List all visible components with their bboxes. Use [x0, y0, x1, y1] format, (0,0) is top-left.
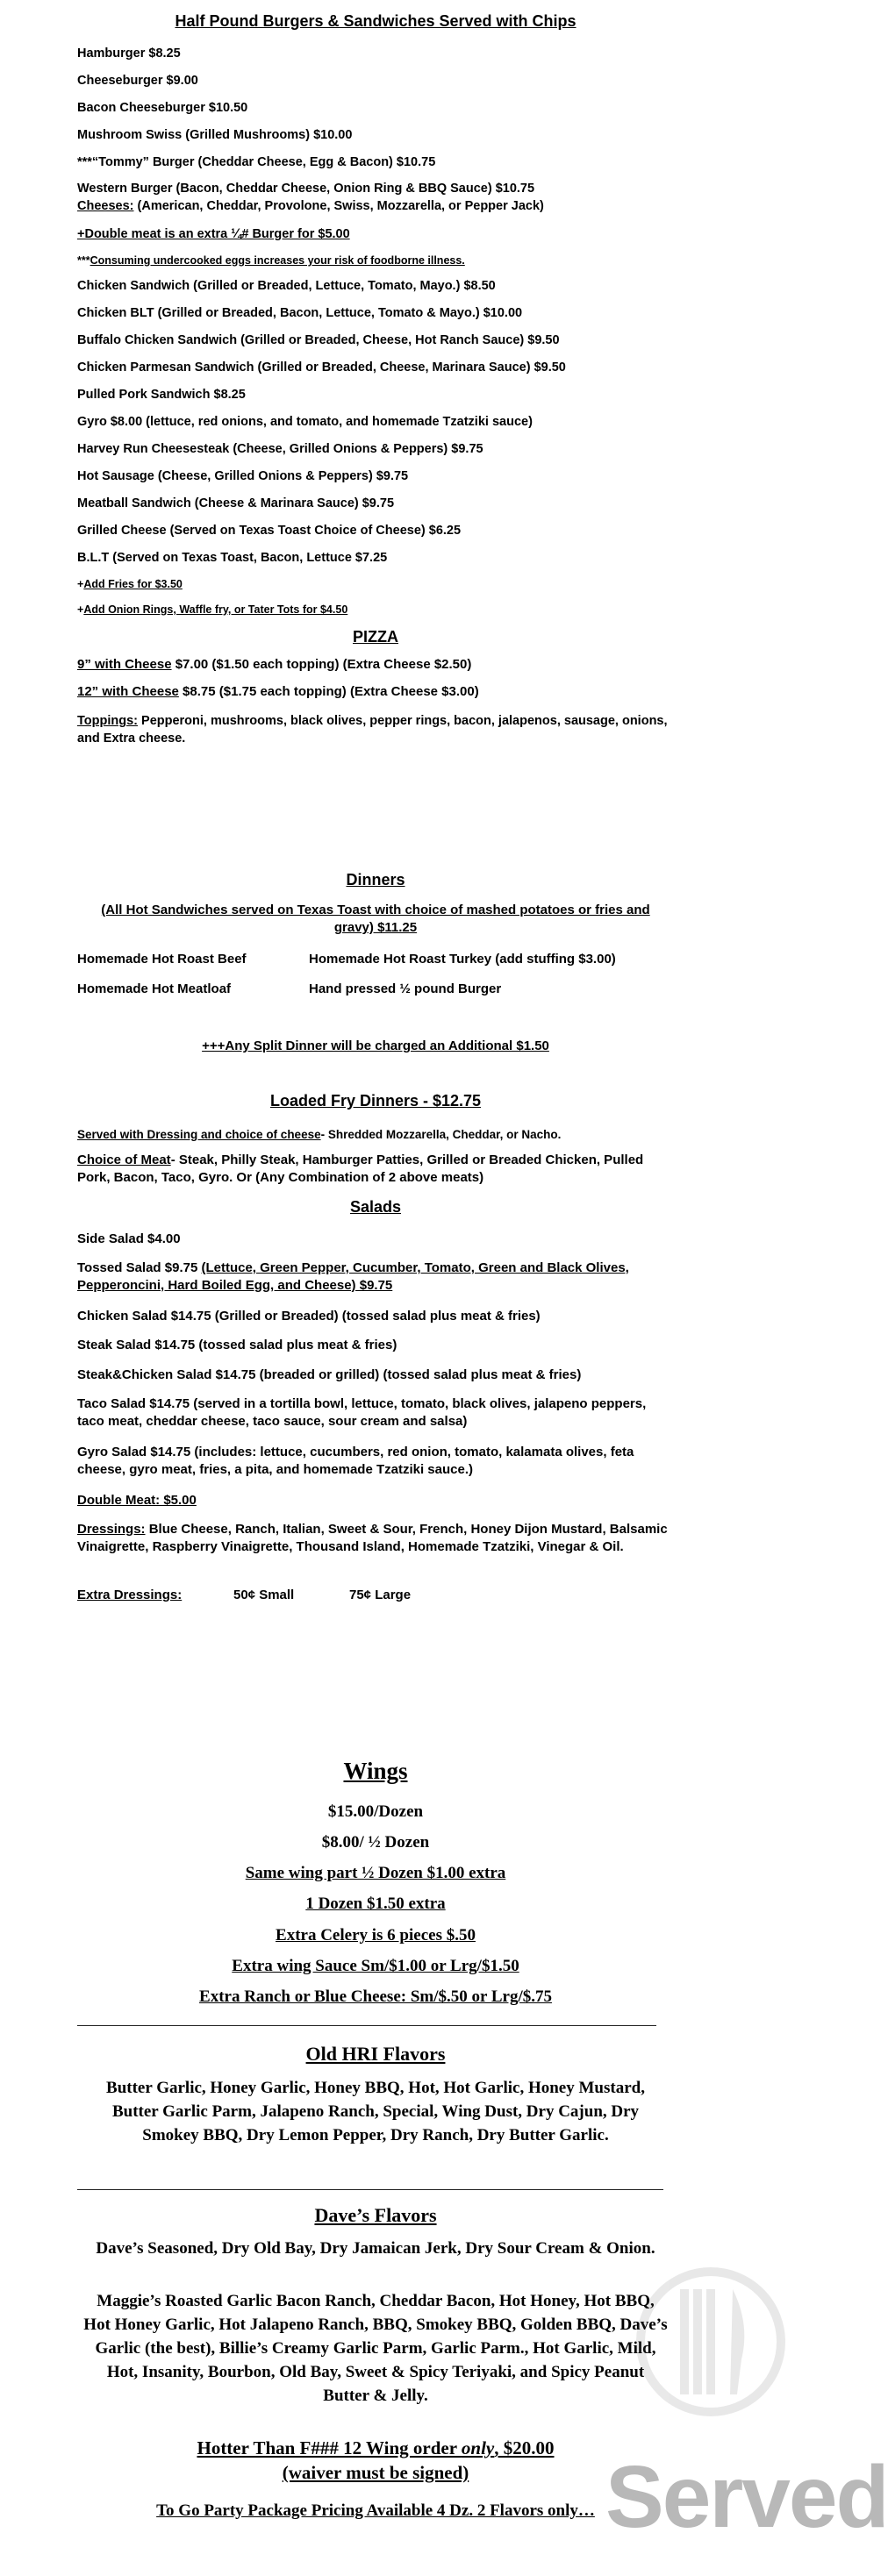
pizza-twelve	[77, 683, 674, 701]
extra-dressings-text: Extra Dressings:	[77, 1588, 183, 1602]
hotter-suffix: , $20.00	[494, 2437, 555, 2458]
party-package-note: To Go Party Package Pricing Available 4 Dz. 2 Flavors only…	[156, 2501, 595, 2520]
dressing-label: Served with Dressing and choice of cheese	[77, 1128, 321, 1141]
toppings-text: Pepperoni, mushrooms, black olives, pepper rings, bacon, jalapenos, sausage, onions, and Extra cheese.	[77, 714, 668, 746]
menu-item: Grilled Cheese (Served on Texas Toast Choice of Cheese) $6.25	[77, 524, 462, 538]
dinner-item: Homemade Hot Roast Turkey (add stuffing $3.00)	[309, 952, 616, 967]
meat-text: - Steak, Philly Steak, Hamburger Patties, Grilled or Breaded Chicken, Pulled Pork, Bacon, Taco, Gyro. Or (Any Combination of 2 above meats)	[77, 1152, 644, 1185]
tossed-text: Tossed Salad $9.75	[77, 1260, 202, 1275]
dinner-item: Homemade Hot Meatloaf	[77, 981, 232, 996]
menu-item: Bacon Cheeseburger $10.50	[77, 101, 248, 115]
menu-item: Hamburger $8.25	[77, 46, 181, 61]
dinners-title: Dinners	[346, 871, 405, 888]
addon-prefix: +	[77, 578, 84, 590]
hotter-only: only	[461, 2437, 495, 2458]
menu-item: Western Burger (Bacon, Cheddar Cheese, Onion Ring & BBQ Sauce) $10.75	[77, 182, 535, 196]
warning-text: Consuming undercooked eggs increases your risk of foodborne illness.	[90, 254, 465, 267]
wings-note: Extra wing Sauce Sm/$1.00 or Lrg/$1.50	[232, 1957, 519, 1975]
cheeses-text: (American, Cheddar, Provolone, Swiss, Mozzarella, or Pepper Jack)	[133, 199, 544, 213]
menu-item: Cheeseburger $9.00	[77, 74, 198, 88]
menu-item: B.L.T (Served on Texas Toast, Bacon, Lettuce $7.25	[77, 551, 388, 565]
waiver-note: (waiver must be signed)	[282, 2462, 469, 2483]
warning-prefix: ***	[77, 254, 90, 267]
dressings-label: Dressings:	[77, 1522, 146, 1537]
wings-price: $8.00/ ½ Dozen	[321, 1833, 430, 1852]
addon-prefix: +	[77, 603, 84, 616]
addon-fries	[77, 575, 674, 593]
salad-double-meat: Double Meat: $5.00	[77, 1493, 197, 1508]
meat-label: Choice of Meat	[77, 1152, 171, 1167]
egg-warning	[77, 252, 674, 269]
menu-item: Pulled Pork Sandwich $8.25	[77, 388, 246, 402]
hotter-prefix: Hotter Than F### 12 Wing order	[197, 2437, 462, 2458]
cheeses-line	[77, 197, 674, 215]
wings-note: Same wing part ½ Dozen $1.00 extra	[245, 1864, 506, 1882]
menu-item: Hot Sausage (Cheese, Grilled Onions & Peppers) $9.75	[77, 469, 409, 483]
cheeses-label: Cheeses:	[77, 199, 134, 213]
loaded-fry-dressing	[77, 1126, 674, 1144]
menu-item: Chicken BLT (Grilled or Breaded, Bacon, Lettuce, Tomato & Mayo.) $10.00	[77, 306, 523, 320]
wings-note: Extra Ranch or Blue Cheese: Sm/$.50 or Lrg/$.75	[199, 1987, 552, 2006]
salad-item: Steak&Chicken Salad $14.75 (breaded or grilled) (tossed salad plus meat & fries)	[77, 1367, 582, 1382]
dinners-subtitle: (All Hot Sandwiches served on Texas Toast with choice of mashed potatoes or fries and gravy) $11.25	[101, 903, 650, 935]
wings-price: $15.00/Dozen	[327, 1802, 424, 1821]
daves-flavors-dry: Dave’s Seasoned, Dry Old Bay, Dry Jamaican Jerk, Dry Sour Cream & Onion.	[96, 2239, 655, 2258]
dinner-item: Homemade Hot Roast Beef	[77, 952, 247, 967]
addon-rings	[77, 601, 674, 618]
pizza-twelve-label: 12” with Cheese	[77, 684, 179, 699]
loaded-fry-meat	[77, 1152, 674, 1187]
salad-item: Gyro Salad $14.75 (includes: lettuce, cucumbers, red onion, tomato, kalamata olives, feta cheese, gyro meat, fries, a pita, and homemade Tzatziki sauce.)	[77, 1445, 634, 1477]
wings-title: Wings	[343, 1758, 408, 1784]
menu-item: Harvey Run Cheesesteak (Cheese, Grilled Onions & Peppers) $9.75	[77, 442, 483, 456]
section-divider	[77, 2025, 656, 2026]
section-divider	[77, 2189, 663, 2190]
old-hri-title: Old HRI Flavors	[305, 2043, 446, 2065]
menu-item: Buffalo Chicken Sandwich (Grilled or Breaded, Cheese, Hot Ranch Sauce) $9.50	[77, 333, 560, 347]
old-hri-flavors: Butter Garlic, Honey Garlic, Honey BBQ, Hot, Hot Garlic, Honey Mustard, Butter Garlic Parm, Jalapeno Ranch, Special, Wing Dust, Dry Cajun, Dry Smokey BBQ, Dry Lemon Pepper, Dry Ranch, Dry Butter Garlic.	[106, 2079, 645, 2144]
salad-item: Taco Salad $14.75 (served in a tortilla bowl, lettuce, tomato, black olives, jalapeno peppers, taco meat, cheddar cheese, taco sauce, sour cream and salsa)	[77, 1396, 647, 1429]
menu-item: Chicken Sandwich (Grilled or Breaded, Lettuce, Tomato, Mayo.) $8.50	[77, 279, 496, 293]
split-dinner-note: +++Any Split Dinner will be charged an Additional $1.50	[202, 1038, 549, 1053]
loaded-fry-title: Loaded Fry Dinners - $12.75	[269, 1092, 482, 1110]
salad-item: Steak Salad $14.75 (tossed salad plus meat & fries)	[77, 1338, 397, 1352]
dinner-item: Hand pressed ½ pound Burger	[309, 981, 502, 996]
salad-tossed	[77, 1259, 674, 1295]
extra-dressings-small: 50¢ Small	[233, 1588, 295, 1602]
tossed-detail: (Lettuce, Green Pepper, Cucumber, Tomato, Green and Black Olives, Pepperoncini, Hard Boiled Egg, and Cheese) $9.75	[77, 1260, 629, 1293]
burgers-title: Half Pound Burgers & Sandwiches Served with Chips	[175, 12, 576, 30]
salad-dressings	[77, 1521, 674, 1556]
pizza-title: PIZZA	[353, 628, 398, 646]
wings-note: Extra Celery is 6 pieces $.50	[276, 1926, 476, 1944]
pizza-twelve-text: $8.75 ($1.75 each topping) (Extra Cheese $3.00)	[178, 684, 479, 699]
menu-item: ***“Tommy” Burger (Cheddar Cheese, Egg & Bacon) $10.75	[77, 155, 436, 169]
pizza-nine-text: $7.00 ($1.50 each topping) (Extra Cheese $2.50)	[171, 657, 472, 672]
dressings-text: Blue Cheese, Ranch, Italian, Sweet & Sour, French, Honey Dijon Mustard, Balsamic Vinaigrette, Raspberry Vinaigrette, Thousand Island, Homemade Tzatziki, Vinegar & Oil.	[77, 1522, 668, 1554]
menu-item: Gyro $8.00 (lettuce, red onions, and tomato, and homemade Tzatziki sauce)	[77, 415, 533, 429]
dressing-text: - Shredded Mozzarella, Cheddar, or Nacho.	[320, 1128, 562, 1141]
pizza-nine	[77, 656, 674, 674]
menu-item: Meatball Sandwich (Cheese & Marinara Sauce) $9.75	[77, 496, 395, 510]
addon-fries-text: Add Fries for $3.50	[83, 578, 183, 590]
addon-rings-text: Add Onion Rings, Waffle fry, or Tater Tots for $4.50	[83, 603, 348, 616]
menu-item: Mushroom Swiss (Grilled Mushrooms) $10.00	[77, 128, 353, 142]
salad-item: Chicken Salad $14.75 (Grilled or Breaded) (tossed salad plus meat & fries)	[77, 1309, 541, 1324]
daves-title: Dave’s Flavors	[314, 2204, 437, 2226]
wings-note: 1 Dozen $1.50 extra	[305, 1895, 446, 1913]
pizza-nine-label: 9” with Cheese	[77, 657, 172, 672]
toppings-label: Toppings:	[77, 714, 138, 728]
double-meat-note: +Double meat is an extra ¼# Burger for $5.00	[77, 227, 350, 241]
watermark-text: Served	[605, 2448, 888, 2546]
daves-flavors-wet: Maggie’s Roasted Garlic Bacon Ranch, Cheddar Bacon, Hot Honey, Hot BBQ, Hot Honey Garlic, Hot Jalapeno Ranch, BBQ, Smokey BBQ, Golden BBQ, Dave’s Garlic (the best), Billie’s Creamy Garlic Parm, Garlic Parm., Hot Garlic, Mild, Hot, Insanity, Bourbon, Old Bay, Sweet & Spicy Teriyaki, and Spicy Peanut Butter & Jelly.	[83, 2292, 668, 2405]
salads-title: Salads	[349, 1198, 402, 1216]
extra-dressings-large: 75¢ Large	[349, 1588, 412, 1602]
menu-item: Chicken Parmesan Sandwich (Grilled or Breaded, Cheese, Marinara Sauce) $9.50	[77, 360, 566, 375]
pizza-toppings	[77, 712, 674, 747]
salad-item: Side Salad $4.00	[77, 1231, 181, 1246]
